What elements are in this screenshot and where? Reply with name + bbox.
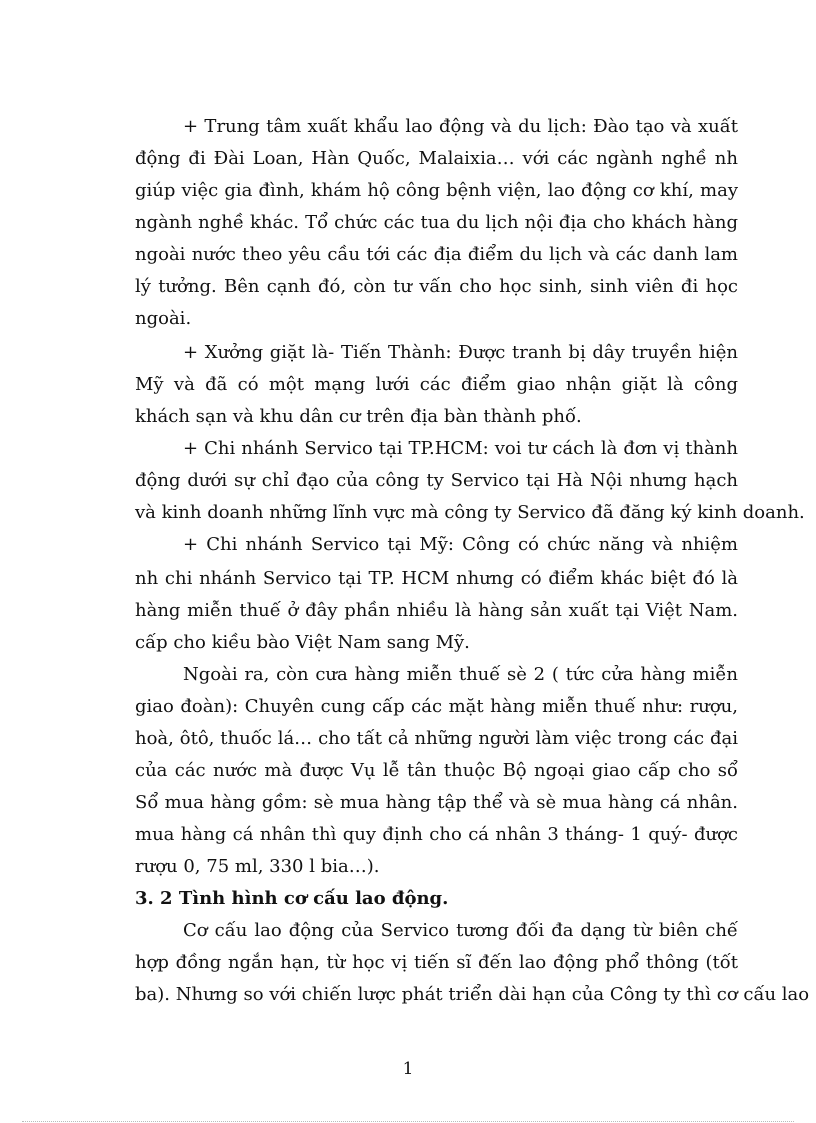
section-heading: 3. 2 Tình hình cơ cấu lao động. — [135, 888, 449, 909]
paragraph-4-line-1: + Chi nhánh Servico tại Mỹ: Công có chức năng và nhiệm — [183, 534, 738, 555]
paragraph-2-line-3: khách sạn và khu dân cư trên địa bàn thành phố. — [135, 406, 582, 427]
paragraph-5-line-4: của các nước mà được Vụ lễ tân thuộc Bộ ngoại giao cấp cho sổ — [135, 760, 738, 781]
paragraph-5-line-2: giao đoàn): Chuyên cung cấp các mặt hàng miễn thuế như: rượu, — [135, 696, 738, 717]
paragraph-1-line-4: ngành nghề khác. Tổ chức các tua du lịch nội địa cho khách hàng — [135, 212, 738, 233]
paragraph-1-line-6: lý tưởng. Bên cạnh đó, còn tư vấn cho học sinh, sinh viên đi học — [135, 276, 738, 297]
paragraph-5-line-1: Ngoài ra, còn cưa hàng miễn thuế sè 2 ( tức cửa hàng miễn — [183, 664, 738, 685]
paragraph-4-line-3: hàng miễn thuế ở đây phần nhiều là hàng sản xuất tại Việt Nam. — [135, 600, 738, 621]
paragraph-1-line-1: + Trung tâm xuất khẩu lao động và du lịch: Đào tạo và xuất — [183, 116, 738, 137]
paragraph-1-line-3: giúp việc gia đình, khám hộ công bệnh viện, lao động cơ khí, may — [135, 180, 738, 201]
paragraph-4-line-4: cấp cho kiều bào Việt Nam sang Mỹ. — [135, 632, 470, 653]
paragraph-3-line-3: và kinh doanh những lĩnh vực mà công ty Servico đã đăng ký kinh doanh. — [135, 502, 805, 523]
paragraph-4-line-2: nh chi nhánh Servico tại TP. HCM nhưng có điểm khác biệt đó là — [135, 568, 738, 589]
paragraph-3-line-1: + Chi nhánh Servico tại TP.HCM: voi tư cách là đơn vị thành — [183, 438, 738, 459]
paragraph-2-line-2: Mỹ và đã có một mạng lưới các điểm giao nhận giặt là công — [135, 374, 738, 395]
paragraph-5-line-7: rượu 0, 75 ml, 330 l bia…). — [135, 856, 380, 877]
paragraph-3-line-2: động dưới sự chỉ đạo của công ty Servico tại Hà Nội nhưng hạch — [135, 470, 738, 491]
paragraph-1-line-2: động đi Đài Loan, Hàn Quốc, Malaixia… với các ngành nghề nh — [135, 148, 738, 169]
paragraph-2-line-1: + Xưởng giặt là- Tiến Thành: Được tranh bị dây truyền hiện — [183, 342, 738, 363]
page-number: 1 — [402, 1059, 414, 1079]
paragraph-6-line-2: hợp đồng ngắn hạn, từ học vị tiến sĩ đến lao động phổ thông (tốt — [135, 952, 738, 973]
paragraph-5-line-6: mua hàng cá nhân thì quy định cho cá nhân 3 tháng- 1 quý- được — [135, 824, 738, 845]
paragraph-5-line-3: hoà, ôtô, thuốc lá… cho tất cả những người làm việc trong các đại — [135, 728, 738, 749]
paragraph-6-line-3: ba). Nhưng so với chiến lược phát triển dài hạn của Công ty thì cơ cấu lao — [135, 984, 810, 1005]
paragraph-1-line-5: ngoài nước theo yêu cầu tới các địa điểm du lịch và các danh lam — [135, 244, 738, 265]
page-bottom-divider — [22, 1121, 794, 1122]
paragraph-5-line-5: Sổ mua hàng gồm: sè mua hàng tập thể và sè mua hàng cá nhân. — [135, 792, 738, 813]
paragraph-1-line-7: ngoài. — [135, 308, 192, 329]
paragraph-6-line-1: Cơ cấu lao động của Servico tương đối đa dạng từ biên chế — [183, 920, 738, 941]
